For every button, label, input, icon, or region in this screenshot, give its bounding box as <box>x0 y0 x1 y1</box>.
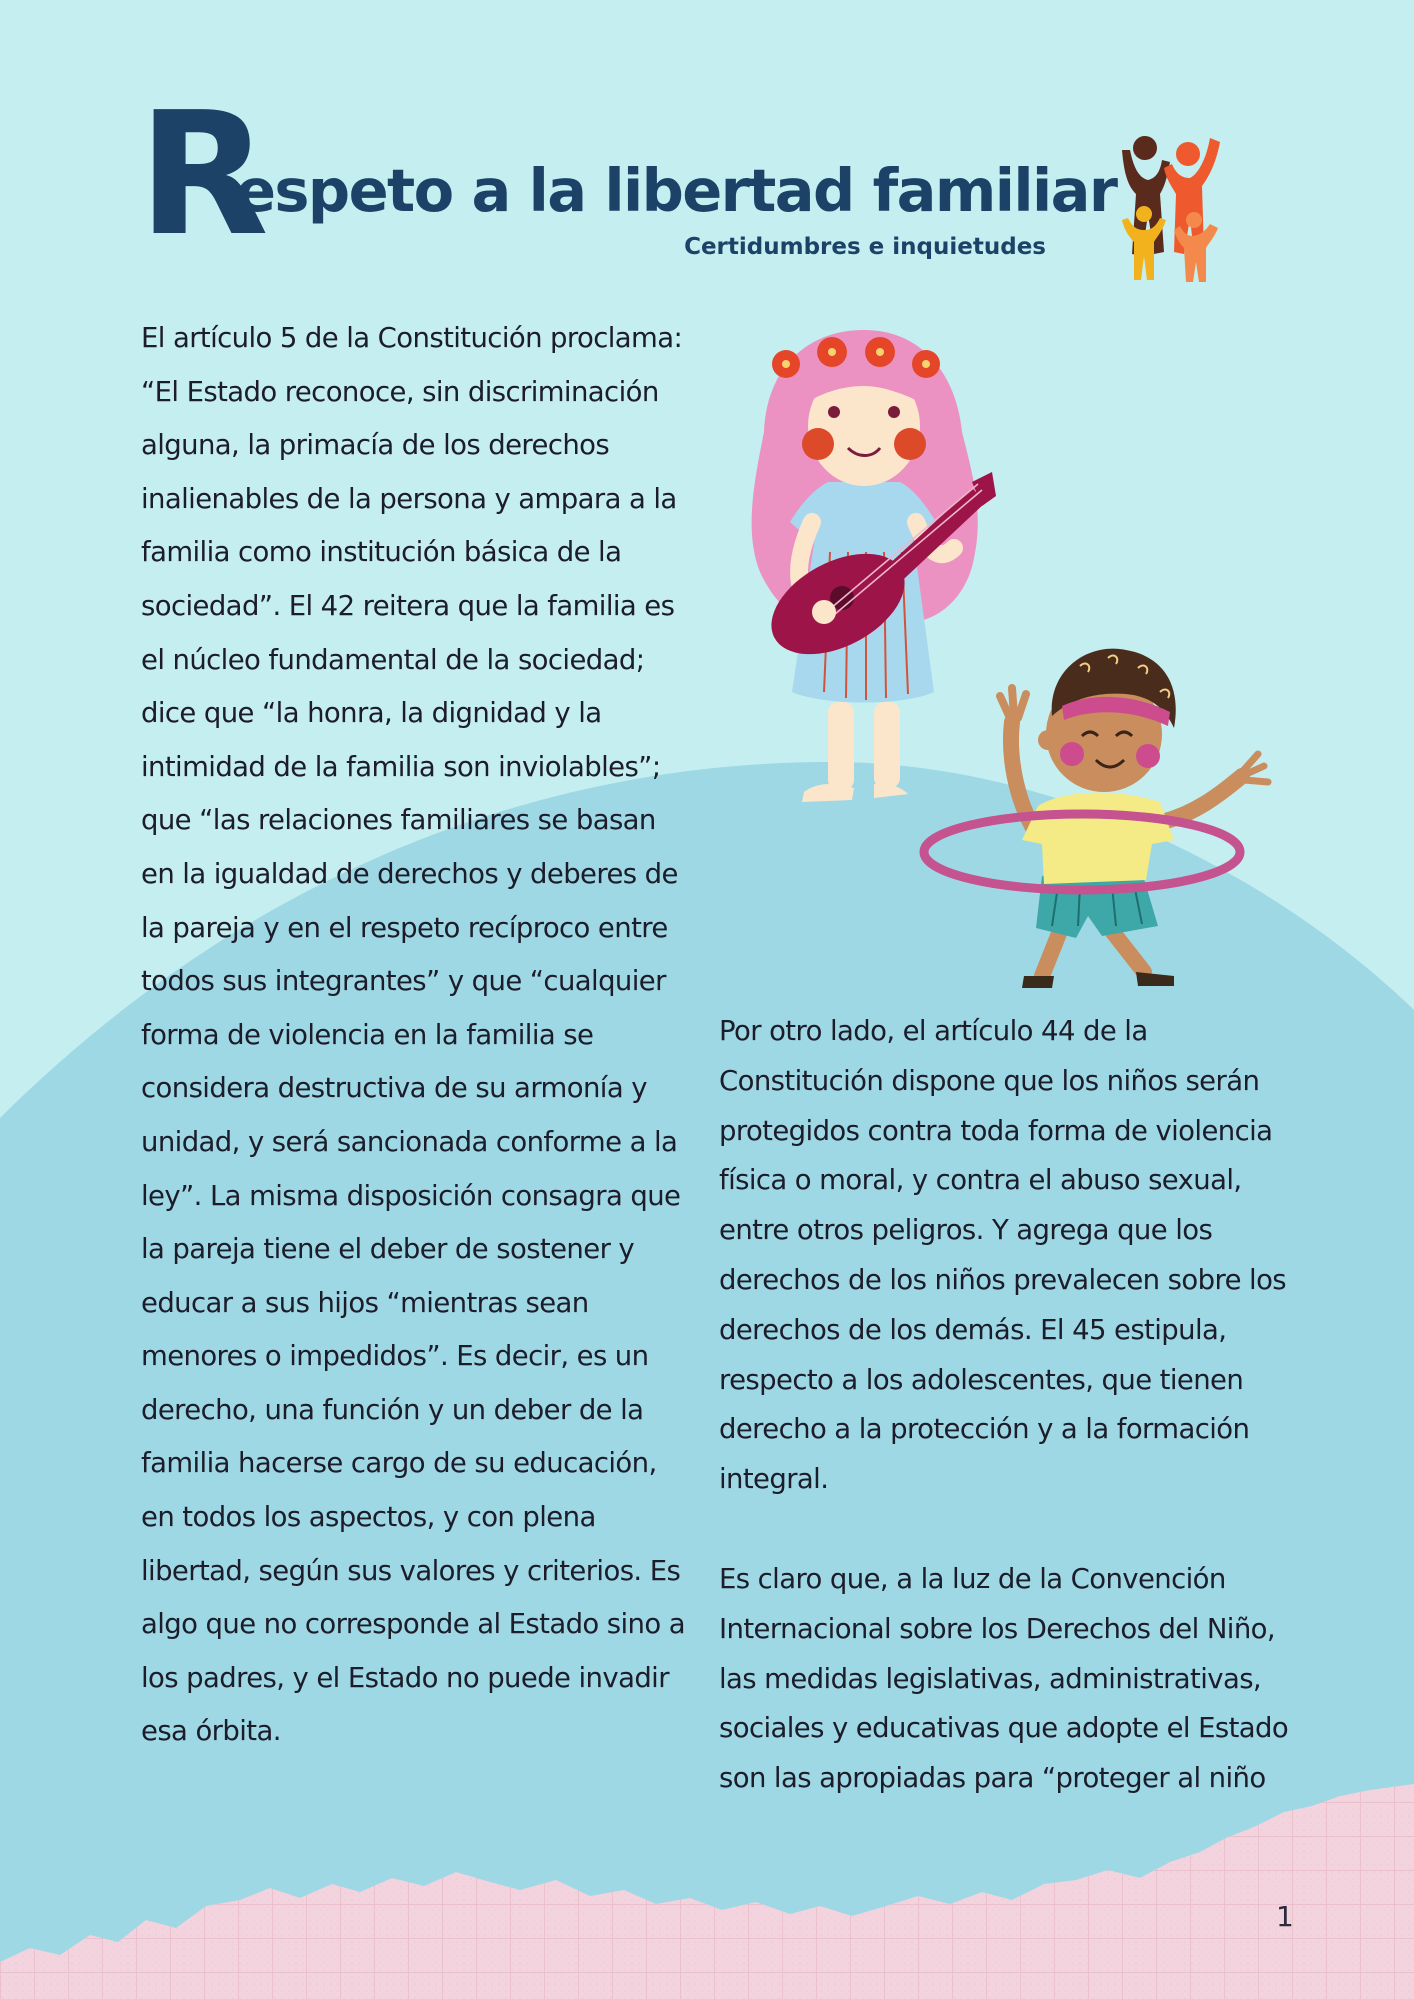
page-title: espeto a la libertad familiar <box>236 156 1117 225</box>
left-column-text: El artículo 5 de la Constitución proclama: “El Estado reconoce, sin discriminación alguna, la primacía de los derechos inalienables de la persona y ampara a la familia como institución básica de la sociedad”. El 42 reitera que la familia es el núcleo fundamental de la sociedad; dice que “la honra, la dignidad y la intimidad de la familia son inviolables”; que “las relaciones familiares se basan en la igualdad de derechos y deberes de la pareja y en el respeto recíproco entre todos sus integrantes” y que “cualquier forma de violencia en la familia se considera destructiva de su armonía y unidad, y será sancionada conforme a la ley”. La misma disposición consagra que la pareja tiene el deber de sostener y educar a sus hijos “mientras sean menores o impedidos”. Es decir, es un derecho, una función y un deber de la familia hacerse cargo de su educación, en todos los aspectos, y con plena libertad, según sus valores y criterios. Es algo que no corresponde al Estado sino a los padres, y el Estado no puede invadir esa órbita. <box>141 322 686 1748</box>
title-block <box>138 76 1117 274</box>
title-drop-cap: R <box>138 76 265 274</box>
page-subtitle: Certidumbres e inquietudes <box>684 234 1046 260</box>
right-paragraph-1: Por otro lado, el artículo 44 de la Constitución dispone que los niños serán protegidos contra toda forma de violencia física o moral, y contra el abuso sexual, entre otros peligros. Y agrega que los derechos de los niños prevalecen sobre los derechos de los demás. El 45 estipula, respecto a los adolescentes, que tienen derecho a la protección y a la formación integral. <box>719 1015 1287 1496</box>
family-logo-icon <box>1110 134 1230 284</box>
right-column-text <box>719 1007 1319 1804</box>
boy-with-hula-hoop-illustration <box>912 636 1280 998</box>
page-number: 1 <box>1276 1900 1294 1933</box>
right-paragraph-2: Es claro que, a la luz de la Convención Internacional sobre los Derechos del Niño, las medidas legislativas, administrativas, sociales y educativas que adopte el Estado son las apropiadas para “proteger al niño <box>719 1562 1289 1795</box>
